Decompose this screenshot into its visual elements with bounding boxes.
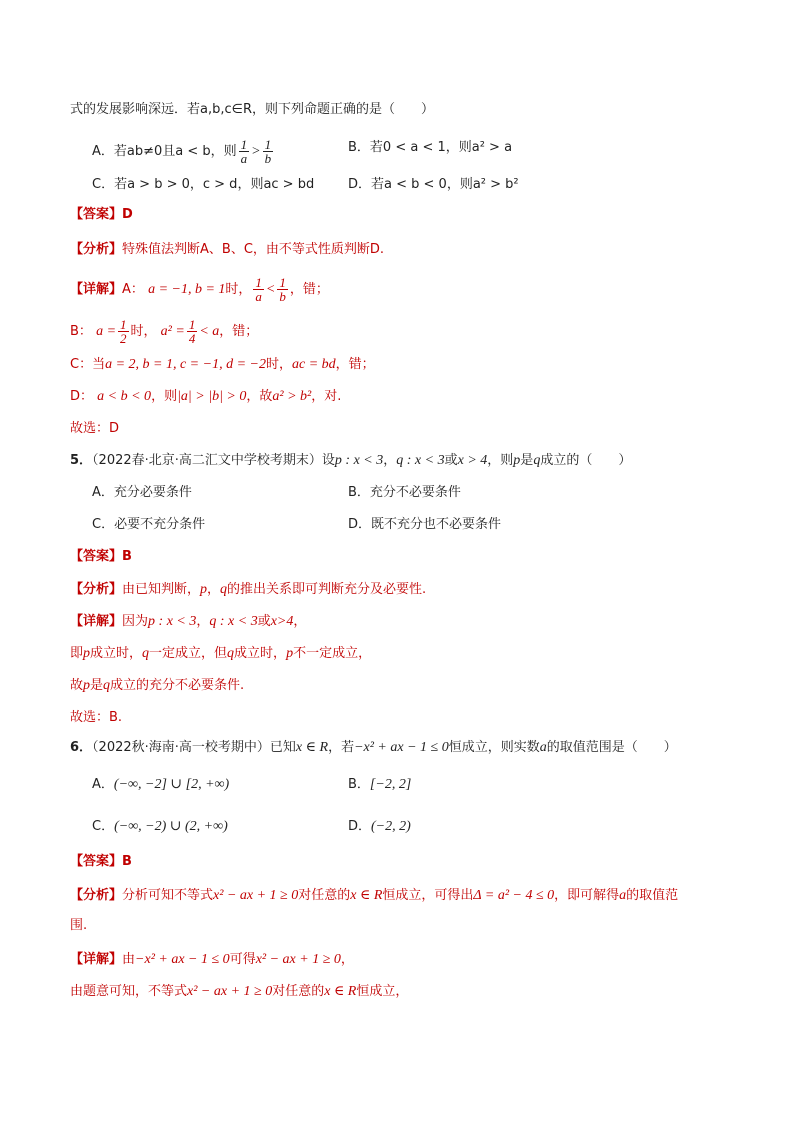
q5-answer: 【答案】B [70,549,132,564]
q6-detail-1: 【详解】由−x² + ax − 1 ≤ 0可得x² − ax + 1 ≥ 0， [70,952,354,967]
q5-choice: 故选：B. [70,710,123,725]
q4-stem: 式的发展影响深远．若a,b,c∈R，则下列命题正确的是（ ） [70,102,434,117]
q4-option-a: A．若ab≠0且a < b，则 $\frac{1}{a}$ > $\frac{1}{b}$ [92,137,272,166]
q4-option-a-frac1: $\frac{1}{a}$ [240,137,248,166]
q6-option-a: A．(−∞, −2] ∪ [2, +∞) [92,777,230,792]
q4-option-a-frac2: $\frac{1}{b}$ [264,137,272,166]
q6-stem: 6．（2022秋·海南·高一校考期中）已知x ∈ R，若−x² + ax − 1 ≤ 0恒成立，则实数a的取值范围是（ ） [70,740,677,755]
q5-analysis: 【分析】由已知判断，p，q的推出关系即可判断充分及必要性. [70,582,427,597]
q4-option-b: B．若0 < a < 1，则a² > a [348,140,513,155]
q5-option-c: C．必要不充分条件 [92,517,206,532]
q4-option-d: D．若a < b < 0，则a² > b² [348,177,519,192]
q4-detail-c: C：当a = 2, b = 1, c = −1, d = −2时，ac = bd，错； [70,357,375,372]
q4-detail-b-frac1: $\frac{1}{2}$ [120,317,127,346]
q4-choice: 故选：D [70,421,120,436]
q6-answer: 【答案】B [70,854,132,869]
q4-detail-a-frac1: $\frac{1}{a}$ [255,275,262,304]
q6-option-c: C．(−∞, −2) ∪ (2, +∞) [92,819,228,834]
q4-detail-b-frac2: $\frac{1}{4}$ [188,317,196,346]
q4-detail-b: B： a = $\frac{1}{2}$ 时， a² = $\frac{1}{4}$ < a，错； [70,317,259,346]
q4-analysis: 【分析】特殊值法判断A、B、C，由不等式性质判断D. [70,242,385,257]
q6-detail-2: 由题意可知，不等式x² − ax + 1 ≥ 0对任意的x ∈ R恒成立， [70,984,409,999]
q5-detail-1: 【详解】因为p : x < 3，q : x < 3或x>4， [70,614,307,629]
q4-detail-d: D： a < b < 0，则|a| > |b| > 0，故a² > b²，对. [70,389,342,404]
q5-detail-3: 故p是q成立的充分不必要条件. [70,678,245,693]
q4-answer: 【答案】D [70,207,133,222]
q4-option-c: C．若a > b > 0，c > d，则ac > bd [92,177,315,192]
q5-stem: 5．（2022春·北京·高二汇文中学校考期末）设p : x < 3，q : x < 3或x > 4，则p是q成立的（ ） [70,453,632,468]
q6-analysis-1: 【分析】分析可知不等式x² − ax + 1 ≥ 0对任意的x ∈ R恒成立，可得出Δ = a² − 4 ≤ 0，即可解得a的取值范 [70,888,679,903]
q6-analysis-2: 围. [70,918,88,933]
q4-detail-a-frac2: $\frac{1}{b}$ [279,275,286,304]
q5-option-d: D．既不充分也不必要条件 [348,517,502,532]
q5-detail-2: 即p成立时，q一定成立，但q成立时，p不一定成立， [70,646,372,661]
q4-detail-a: 【详解】A： a = −1, b = 1时， $\frac{1}{a}$ < $\frac{1}{b}$ ，错； [70,275,329,304]
q5-option-a: A．充分必要条件 [92,485,192,500]
q5-option-b: B．充分不必要条件 [348,485,461,500]
q6-option-d: D．(−2, 2) [348,819,411,834]
q6-option-b: B．[−2, 2] [348,777,412,792]
